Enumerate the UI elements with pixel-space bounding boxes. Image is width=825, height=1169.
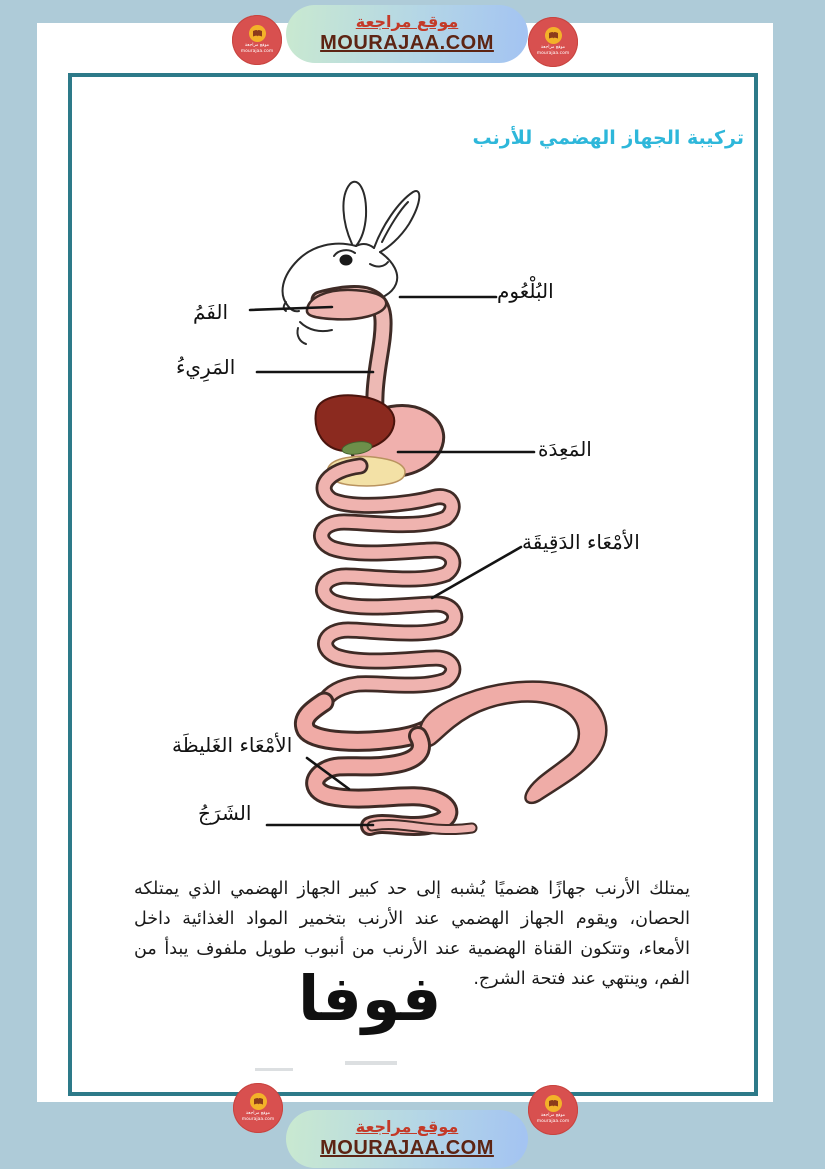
footer-site-name-link[interactable]: موقع مراجعة bbox=[355, 1117, 459, 1137]
header-logo-badge-right bbox=[528, 17, 578, 67]
logo-caption-domain: mourajaa.com bbox=[241, 1117, 275, 1122]
footer-site-domain-link[interactable]: MOURAJAA.COM bbox=[320, 1136, 494, 1159]
logo-caption bbox=[537, 45, 569, 57]
open-book-glyph bbox=[548, 1099, 559, 1108]
logo-caption bbox=[242, 1111, 274, 1123]
logo-caption-domain: mourajaa.com bbox=[536, 51, 570, 56]
logo-caption-ar: موقع مراجعة bbox=[540, 44, 566, 50]
header-site-domain-link[interactable]: MOURAJAA.COM bbox=[320, 31, 494, 54]
faint-print-artifact bbox=[345, 1061, 397, 1065]
stamp-word: فوفا bbox=[298, 962, 442, 1035]
label-pharynx: البُلْعُوم bbox=[497, 279, 554, 303]
label-small-intestine: الأمْعَاء الدَقِيقَة bbox=[522, 530, 640, 554]
anus-organ bbox=[372, 824, 472, 829]
logo-caption-ar: موقع مراجعة bbox=[540, 1112, 566, 1118]
large-intestine-organ bbox=[304, 682, 606, 826]
small-intestine-organ bbox=[322, 466, 455, 702]
faint-print-artifact bbox=[255, 1068, 293, 1071]
label-stomach: المَعِدَة bbox=[538, 437, 592, 461]
logo-caption bbox=[537, 1113, 569, 1125]
header-logo-badge-left bbox=[232, 15, 282, 65]
logo-caption bbox=[241, 43, 273, 55]
description-paragraph: يمتلك الأرنب جهازًا هضميًا يُشبه إلى حد كبير الجهاز الهضمي الذي يمتلكه الحصان، ويقوم الجهاز الهضمي عند الأرنب بتخمير المواد الغذائية داخل الأمعاء، وتتكون القناة الهضمية عند الأرنب من أنبوب طويل ملفوف يبدأ من الفم، وينتهي عند فتحة الشرج. bbox=[134, 879, 690, 990]
footer-site-banner[interactable] bbox=[286, 1110, 528, 1168]
cecum-organ bbox=[420, 682, 606, 803]
logo-caption-domain: mourajaa.com bbox=[240, 49, 274, 54]
header-site-banner[interactable] bbox=[286, 5, 528, 63]
label-large-intestine: الأمْعَاء الغَليظَة bbox=[172, 733, 293, 757]
label-esophagus: المَرِيءُ bbox=[176, 355, 236, 379]
book-logo-icon bbox=[545, 1095, 562, 1112]
footer-logo-badge-right bbox=[528, 1085, 578, 1135]
page-title: تركيبة الجهاز الهضمي للأرنب bbox=[472, 127, 744, 149]
rabbit-digestive-system-figure bbox=[120, 170, 680, 870]
open-book-glyph bbox=[253, 1097, 264, 1106]
open-book-glyph bbox=[252, 29, 263, 38]
footer-logo-badge-left bbox=[233, 1083, 283, 1133]
label-mouth: الفَمُ bbox=[193, 300, 229, 324]
open-book-glyph bbox=[548, 31, 559, 40]
label-anus: الشَرَجُ bbox=[198, 801, 252, 825]
book-logo-icon bbox=[545, 27, 562, 44]
logo-caption-domain: mourajaa.com bbox=[536, 1119, 570, 1124]
header-site-name-link[interactable]: موقع مراجعة bbox=[355, 12, 459, 32]
book-logo-icon bbox=[250, 1093, 267, 1110]
logo-caption-ar: موقع مراجعة bbox=[244, 42, 270, 48]
logo-caption-ar: موقع مراجعة bbox=[245, 1110, 271, 1116]
book-logo-icon bbox=[249, 25, 266, 42]
